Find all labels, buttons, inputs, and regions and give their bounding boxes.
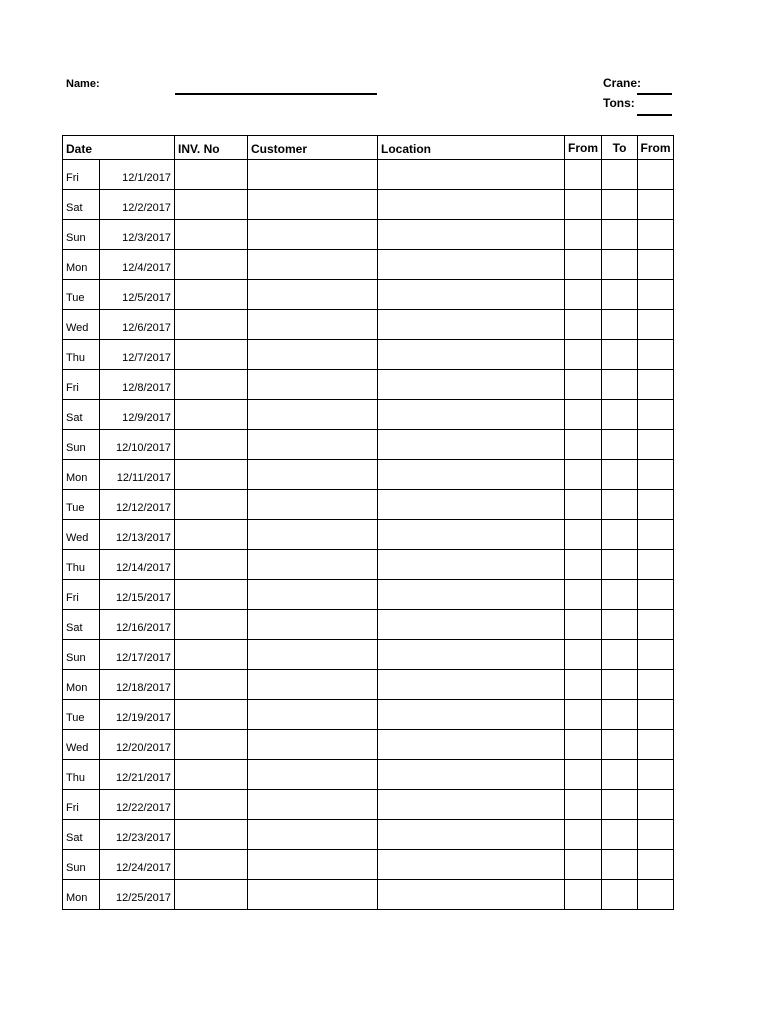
invoice-number-cell[interactable] <box>175 490 248 520</box>
to-cell[interactable] <box>602 760 638 790</box>
table-row <box>63 490 674 520</box>
to-cell[interactable] <box>602 460 638 490</box>
from-2-cell[interactable] <box>638 580 674 610</box>
customer-cell[interactable] <box>248 310 378 340</box>
date-cell: 12/25/2017 <box>100 880 175 910</box>
from-cell[interactable] <box>565 670 602 700</box>
location-cell[interactable] <box>378 640 565 670</box>
day-cell: Wed <box>63 520 100 550</box>
invoice-number-cell[interactable] <box>175 610 248 640</box>
date-cell: 12/16/2017 <box>100 610 175 640</box>
from-2-cell[interactable] <box>638 850 674 880</box>
date-cell: 12/11/2017 <box>100 460 175 490</box>
table-row <box>63 610 674 640</box>
location-cell[interactable] <box>378 610 565 640</box>
day-cell: Mon <box>63 460 100 490</box>
day-cell: Mon <box>63 250 100 280</box>
location-cell[interactable] <box>378 220 565 250</box>
invoice-number-cell[interactable] <box>175 730 248 760</box>
from-2-cell[interactable] <box>638 640 674 670</box>
customer-cell[interactable] <box>248 760 378 790</box>
table-row <box>63 700 674 730</box>
date-cell: 12/23/2017 <box>100 820 175 850</box>
date-cell: 12/5/2017 <box>100 280 175 310</box>
from-cell[interactable] <box>565 580 602 610</box>
table-row <box>63 220 674 250</box>
table-body <box>63 160 674 910</box>
table-row <box>63 190 674 220</box>
to-cell[interactable] <box>602 520 638 550</box>
to-cell[interactable] <box>602 610 638 640</box>
date-cell: 12/10/2017 <box>100 430 175 460</box>
location-cell[interactable] <box>378 700 565 730</box>
invoice-number-cell[interactable] <box>175 460 248 490</box>
table-row <box>63 880 674 910</box>
from-2-cell[interactable] <box>638 400 674 430</box>
table-row <box>63 760 674 790</box>
invoice-number-cell[interactable] <box>175 760 248 790</box>
from-2-cell[interactable] <box>638 670 674 700</box>
tons-label: Tons: <box>603 96 635 110</box>
from-cell[interactable] <box>565 730 602 760</box>
day-cell: Thu <box>63 340 100 370</box>
customer-cell[interactable] <box>248 850 378 880</box>
invoice-number-cell[interactable] <box>175 640 248 670</box>
date-cell: 12/21/2017 <box>100 760 175 790</box>
location-cell[interactable] <box>378 850 565 880</box>
customer-cell[interactable] <box>248 250 378 280</box>
location-cell[interactable] <box>378 370 565 400</box>
from-2-cell[interactable] <box>638 820 674 850</box>
from-cell[interactable] <box>565 280 602 310</box>
date-cell: 12/4/2017 <box>100 250 175 280</box>
customer-cell[interactable] <box>248 580 378 610</box>
to-cell[interactable] <box>602 400 638 430</box>
to-cell[interactable] <box>602 580 638 610</box>
table-row <box>63 520 674 550</box>
day-cell: Wed <box>63 310 100 340</box>
table-row <box>63 670 674 700</box>
location-cell[interactable] <box>378 550 565 580</box>
date-cell: 12/17/2017 <box>100 640 175 670</box>
to-cell[interactable] <box>602 160 638 190</box>
customer-cell[interactable] <box>248 520 378 550</box>
from-cell[interactable] <box>565 760 602 790</box>
customer-cell[interactable] <box>248 700 378 730</box>
from-cell[interactable] <box>565 610 602 640</box>
to-cell[interactable] <box>602 550 638 580</box>
from-2-cell[interactable] <box>638 190 674 220</box>
from-2-cell[interactable] <box>638 220 674 250</box>
location-cell[interactable] <box>378 160 565 190</box>
to-cell[interactable] <box>602 640 638 670</box>
table-row <box>63 400 674 430</box>
location-cell[interactable] <box>378 730 565 760</box>
date-cell: 12/8/2017 <box>100 370 175 400</box>
date-cell: 12/2/2017 <box>100 190 175 220</box>
customer-cell[interactable] <box>248 610 378 640</box>
table-row <box>63 580 674 610</box>
customer-cell[interactable] <box>248 820 378 850</box>
from-cell[interactable] <box>565 340 602 370</box>
column-header-location: Location <box>378 136 565 160</box>
from-cell[interactable] <box>565 640 602 670</box>
from-cell[interactable] <box>565 190 602 220</box>
from-2-cell[interactable] <box>638 550 674 580</box>
invoice-number-cell[interactable] <box>175 550 248 580</box>
to-cell[interactable] <box>602 730 638 760</box>
invoice-number-cell[interactable] <box>175 160 248 190</box>
from-cell[interactable] <box>565 520 602 550</box>
day-cell: Sun <box>63 220 100 250</box>
from-cell[interactable] <box>565 460 602 490</box>
customer-cell[interactable] <box>248 160 378 190</box>
day-cell: Tue <box>63 280 100 310</box>
customer-cell[interactable] <box>248 340 378 370</box>
customer-cell[interactable] <box>248 220 378 250</box>
from-cell[interactable] <box>565 160 602 190</box>
invoice-number-cell[interactable] <box>175 310 248 340</box>
customer-cell[interactable] <box>248 730 378 760</box>
from-2-cell[interactable] <box>638 160 674 190</box>
day-cell: Fri <box>63 580 100 610</box>
from-cell[interactable] <box>565 310 602 340</box>
day-cell: Tue <box>63 490 100 520</box>
date-cell: 12/20/2017 <box>100 730 175 760</box>
day-cell: Sun <box>63 430 100 460</box>
table-row <box>63 640 674 670</box>
table-row <box>63 250 674 280</box>
daily-log-table <box>62 135 674 910</box>
from-2-cell[interactable] <box>638 340 674 370</box>
invoice-number-cell[interactable] <box>175 670 248 700</box>
to-cell[interactable] <box>602 490 638 520</box>
location-cell[interactable] <box>378 340 565 370</box>
date-cell: 12/18/2017 <box>100 670 175 700</box>
location-cell[interactable] <box>378 790 565 820</box>
name-label: Name: <box>66 78 100 90</box>
to-cell[interactable] <box>602 880 638 910</box>
to-cell[interactable] <box>602 190 638 220</box>
to-cell[interactable] <box>602 430 638 460</box>
from-cell[interactable] <box>565 220 602 250</box>
customer-cell[interactable] <box>248 460 378 490</box>
to-cell[interactable] <box>602 370 638 400</box>
location-cell[interactable] <box>378 430 565 460</box>
location-cell[interactable] <box>378 250 565 280</box>
customer-cell[interactable] <box>248 790 378 820</box>
day-cell: Sun <box>63 850 100 880</box>
column-header-from: From <box>565 136 602 160</box>
to-cell[interactable] <box>602 280 638 310</box>
location-cell[interactable] <box>378 310 565 340</box>
date-cell: 12/12/2017 <box>100 490 175 520</box>
customer-cell[interactable] <box>248 430 378 460</box>
from-cell[interactable] <box>565 850 602 880</box>
table-row <box>63 160 674 190</box>
invoice-number-cell[interactable] <box>175 880 248 910</box>
from-2-cell[interactable] <box>638 490 674 520</box>
date-cell: 12/24/2017 <box>100 850 175 880</box>
date-cell: 12/3/2017 <box>100 220 175 250</box>
invoice-number-cell[interactable] <box>175 520 248 550</box>
invoice-number-cell[interactable] <box>175 850 248 880</box>
location-cell[interactable] <box>378 670 565 700</box>
from-2-cell[interactable] <box>638 370 674 400</box>
invoice-number-cell[interactable] <box>175 190 248 220</box>
customer-cell[interactable] <box>248 550 378 580</box>
column-header-invoice-number: INV. No <box>175 136 248 160</box>
invoice-number-cell[interactable] <box>175 790 248 820</box>
from-2-cell[interactable] <box>638 610 674 640</box>
from-cell[interactable] <box>565 400 602 430</box>
column-header-to: To <box>602 136 638 160</box>
table-row <box>63 550 674 580</box>
invoice-number-cell[interactable] <box>175 580 248 610</box>
from-2-cell[interactable] <box>638 250 674 280</box>
day-cell: Fri <box>63 370 100 400</box>
from-cell[interactable] <box>565 790 602 820</box>
location-cell[interactable] <box>378 460 565 490</box>
date-cell: 12/19/2017 <box>100 700 175 730</box>
table-row <box>63 730 674 760</box>
to-cell[interactable] <box>602 220 638 250</box>
from-2-cell[interactable] <box>638 430 674 460</box>
customer-cell[interactable] <box>248 490 378 520</box>
from-2-cell[interactable] <box>638 310 674 340</box>
day-cell: Sun <box>63 640 100 670</box>
invoice-number-cell[interactable] <box>175 220 248 250</box>
invoice-number-cell[interactable] <box>175 430 248 460</box>
day-cell: Sat <box>63 190 100 220</box>
table-header-row <box>63 136 674 160</box>
date-cell: 12/1/2017 <box>100 160 175 190</box>
invoice-number-cell[interactable] <box>175 370 248 400</box>
table-row <box>63 340 674 370</box>
location-cell[interactable] <box>378 760 565 790</box>
to-cell[interactable] <box>602 850 638 880</box>
from-2-cell[interactable] <box>638 280 674 310</box>
date-cell: 12/7/2017 <box>100 340 175 370</box>
from-cell[interactable] <box>565 250 602 280</box>
day-cell: Sat <box>63 610 100 640</box>
customer-cell[interactable] <box>248 370 378 400</box>
from-2-cell[interactable] <box>638 790 674 820</box>
date-cell: 12/15/2017 <box>100 580 175 610</box>
to-cell[interactable] <box>602 700 638 730</box>
invoice-number-cell[interactable] <box>175 400 248 430</box>
to-cell[interactable] <box>602 250 638 280</box>
customer-cell[interactable] <box>248 280 378 310</box>
crane-label: Crane: <box>603 76 642 90</box>
crane-field[interactable] <box>637 93 672 95</box>
to-cell[interactable] <box>602 310 638 340</box>
from-cell[interactable] <box>565 490 602 520</box>
from-2-cell[interactable] <box>638 460 674 490</box>
to-cell[interactable] <box>602 790 638 820</box>
from-2-cell[interactable] <box>638 760 674 790</box>
table-row <box>63 310 674 340</box>
table-row <box>63 370 674 400</box>
location-cell[interactable] <box>378 190 565 220</box>
day-cell: Sat <box>63 400 100 430</box>
location-cell[interactable] <box>378 580 565 610</box>
from-2-cell[interactable] <box>638 880 674 910</box>
day-cell: Mon <box>63 880 100 910</box>
from-2-cell[interactable] <box>638 520 674 550</box>
invoice-number-cell[interactable] <box>175 700 248 730</box>
customer-cell[interactable] <box>248 190 378 220</box>
table-row <box>63 850 674 880</box>
day-cell: Sat <box>63 820 100 850</box>
column-header-from-2: From <box>638 136 674 160</box>
customer-cell[interactable] <box>248 670 378 700</box>
table-row <box>63 790 674 820</box>
name-field[interactable] <box>175 93 377 95</box>
to-cell[interactable] <box>602 820 638 850</box>
from-cell[interactable] <box>565 700 602 730</box>
day-cell: Wed <box>63 730 100 760</box>
customer-cell[interactable] <box>248 640 378 670</box>
location-cell[interactable] <box>378 400 565 430</box>
date-cell: 12/13/2017 <box>100 520 175 550</box>
from-cell[interactable] <box>565 550 602 580</box>
location-cell[interactable] <box>378 820 565 850</box>
from-2-cell[interactable] <box>638 700 674 730</box>
customer-cell[interactable] <box>248 880 378 910</box>
from-cell[interactable] <box>565 820 602 850</box>
day-cell: Fri <box>63 160 100 190</box>
invoice-number-cell[interactable] <box>175 250 248 280</box>
table-row <box>63 820 674 850</box>
location-cell[interactable] <box>378 520 565 550</box>
tons-field[interactable] <box>637 114 672 116</box>
from-cell[interactable] <box>565 430 602 460</box>
to-cell[interactable] <box>602 340 638 370</box>
day-cell: Fri <box>63 790 100 820</box>
column-header-customer: Customer <box>248 136 378 160</box>
table-row <box>63 460 674 490</box>
day-cell: Thu <box>63 550 100 580</box>
date-cell: 12/14/2017 <box>100 550 175 580</box>
from-2-cell[interactable] <box>638 730 674 760</box>
day-cell: Tue <box>63 700 100 730</box>
from-cell[interactable] <box>565 370 602 400</box>
location-cell[interactable] <box>378 280 565 310</box>
table-row <box>63 280 674 310</box>
invoice-number-cell[interactable] <box>175 280 248 310</box>
date-cell: 12/22/2017 <box>100 790 175 820</box>
day-cell: Mon <box>63 670 100 700</box>
day-cell: Thu <box>63 760 100 790</box>
from-cell[interactable] <box>565 880 602 910</box>
location-cell[interactable] <box>378 490 565 520</box>
location-cell[interactable] <box>378 880 565 910</box>
invoice-number-cell[interactable] <box>175 820 248 850</box>
to-cell[interactable] <box>602 670 638 700</box>
invoice-number-cell[interactable] <box>175 340 248 370</box>
column-header-date: Date <box>63 136 175 160</box>
date-cell: 12/9/2017 <box>100 400 175 430</box>
table-row <box>63 430 674 460</box>
date-cell: 12/6/2017 <box>100 310 175 340</box>
customer-cell[interactable] <box>248 400 378 430</box>
